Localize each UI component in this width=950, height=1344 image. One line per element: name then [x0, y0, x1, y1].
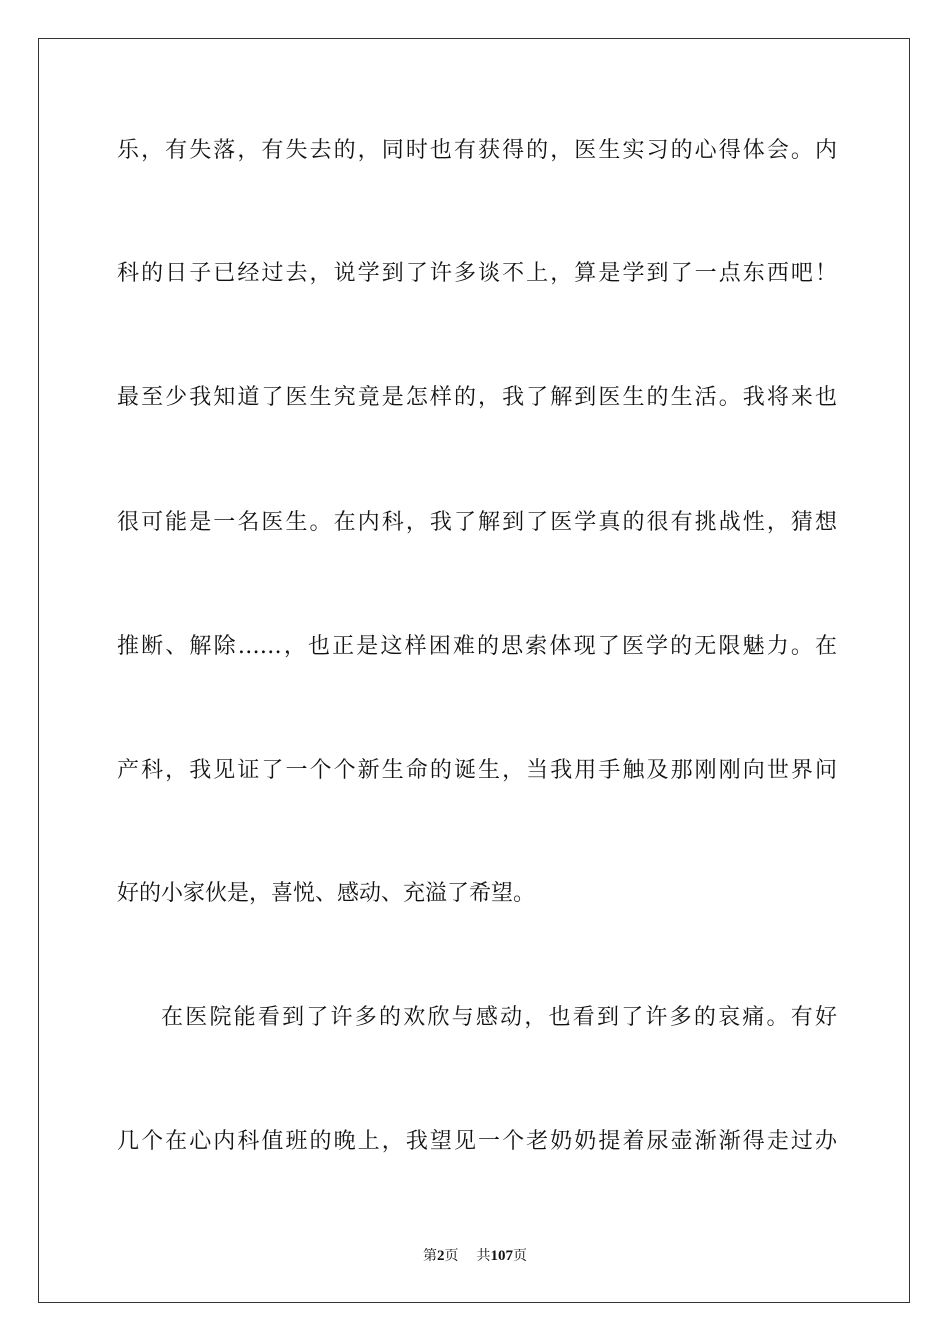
paragraph-line: 很可能是一名医生。在内科，我了解到了医学真的很有挑战性，猜想	[117, 510, 837, 535]
page-suffix: 页	[444, 1248, 459, 1264]
page-footer	[0, 1246, 950, 1266]
total-suffix: 页	[513, 1248, 527, 1264]
paragraph-line: 产科，我见证了一个个新生命的诞生，当我用手触及那刚刚向世界问	[117, 758, 837, 783]
page-prefix: 第	[423, 1248, 437, 1264]
paragraph-line: 最至少我知道了医生究竟是怎样的，我了解到医生的生活。我将来也	[117, 385, 837, 410]
paragraph-line: 科的日子已经过去，说学到了许多谈不上，算是学到了一点东西吧！	[117, 261, 837, 286]
page-number: 2	[437, 1248, 445, 1264]
paragraph-line: 在医院能看到了许多的欢欣与感动，也看到了许多的哀痛。有好	[161, 1005, 837, 1030]
paragraph-line: 好的小家伙是，喜悦、感动、充溢了希望。	[117, 881, 536, 906]
paragraph-line: 几个在心内科值班的晚上，我望见一个老奶奶提着尿壶渐渐得走过办	[117, 1129, 837, 1154]
paragraph-line: 推断、解除……，也正是这样困难的思索体现了医学的无限魅力。在	[117, 634, 837, 659]
paragraph-line: 乐，有失落，有失去的，同时也有获得的，医生实习的心得体会。内	[117, 138, 837, 163]
total-pages: 107	[490, 1248, 513, 1264]
page-border	[38, 38, 910, 1303]
total-prefix: 共	[476, 1248, 491, 1264]
